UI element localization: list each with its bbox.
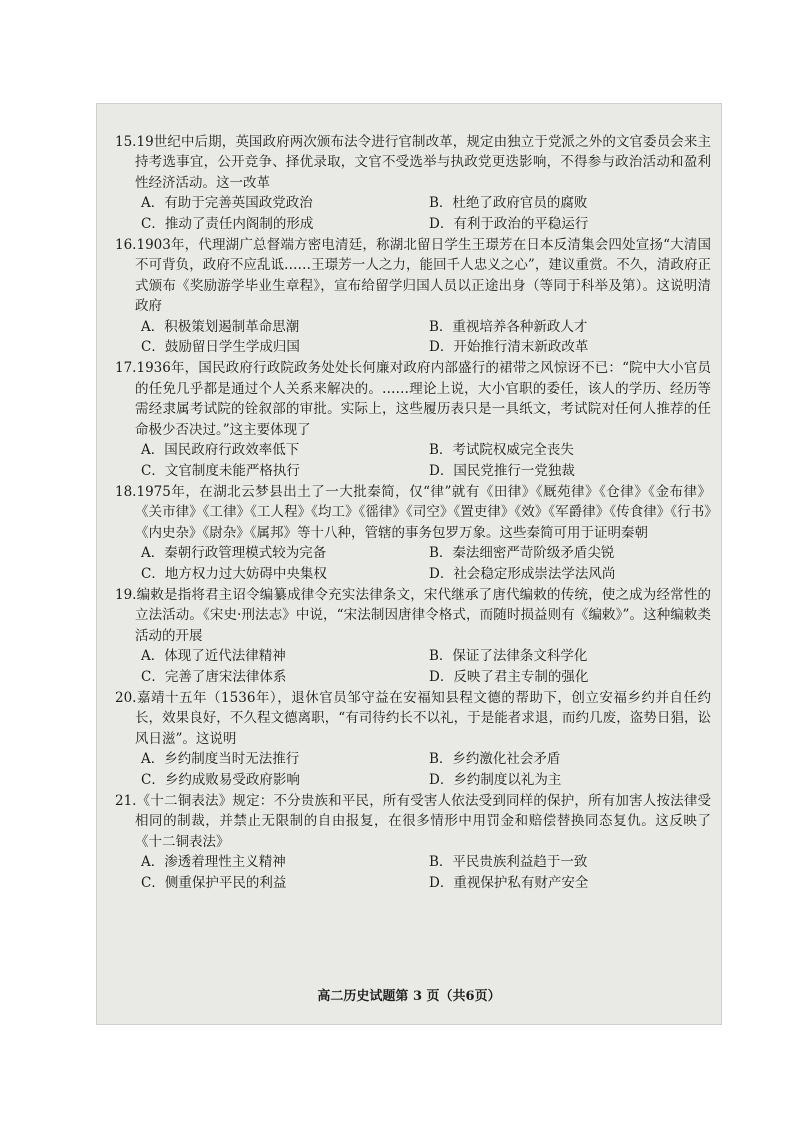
option-c: C．侧重保护平民的利益: [141, 874, 287, 891]
question-text: 编敕是指将君主诏令编纂成律令充实法律条文，宋代继承了唐代编敕的传统，使之成为经常性的立法活动。《宋史·刑法志》中说，“宋法制因唐律令格式，而随时损益则有《编敕》”。这种编敕类活动的开展: [135, 586, 711, 644]
option-c: C．地方权力过大妨碍中央集权: [141, 565, 327, 582]
option-list: [115, 317, 711, 358]
question-number: 17.: [115, 360, 137, 377]
page-footer: 高二历史试题第 3 页（共6页）: [317, 989, 501, 1004]
question-text: 1936年，国民政府行政院政务处处长何廉对政府内部盛行的裙带之风惊讶不已：“院中大小官员的任免几乎都是通过个人关系来解决的。……理论上说，大小官职的委任，该人的学历、经历等需经隶属考试院的铨叙部的审批。实际上，这些履历表只是一具纸文，考试院对任何人推荐的任命极少否决过。”这主要体现了: [135, 360, 711, 438]
question-17: [115, 358, 711, 480]
option-d: D．反映了君主专制的强化: [429, 668, 589, 685]
option-a: A．秦朝行政管理模式较为完备: [141, 545, 327, 562]
question-number: 21.: [115, 793, 137, 809]
question-stem: [115, 235, 711, 317]
option-b: B．重视培养各种新政人才: [429, 318, 588, 335]
option-a: A．国民政府行政效率低下: [141, 442, 300, 459]
option-b: B．杜绝了政府官员的腐败: [429, 195, 588, 212]
exam-page: [96, 103, 722, 1025]
question-19: [115, 585, 711, 687]
option-a: A．乡约制度当时无法推行: [141, 751, 300, 768]
question-stem: [115, 358, 711, 440]
option-c: C．推动了责任内阁制的形成: [141, 215, 314, 232]
question-16: [115, 235, 711, 357]
option-b: B．平民贵族利益趋于一致: [429, 854, 588, 871]
option-d: D．社会稳定形成崇法学法风尚: [429, 565, 616, 582]
question-text: 1903年，代理湖广总督端方密电清廷，称湖北留日学生王璟芳在日本反清集会四处宣扬“大清国不可背负，政府不应乱诋……王璟芳一人之力，能回千人忠义之心”，建议重赏。不久，清政府正式颁布《奖励游学毕业生章程》，宣布给留学归国人员以正途出身（等同于科举及第）。这说明清政府: [135, 237, 711, 315]
question-text: 19世纪中后期，英国政府两次颁布法令进行官制改革，规定由独立于党派之外的文官委员会来主持考选事宜，公开竞争、择优录取，文官不受选举与执政党更迭影响，不得参与政治活动和盈利性经济活动。这一改革: [135, 134, 711, 191]
option-list: [115, 749, 711, 790]
option-list: [115, 193, 711, 234]
question-stem: [115, 132, 711, 193]
option-list: [115, 440, 711, 481]
question-number: 20.: [115, 689, 137, 706]
question-stem: [115, 688, 711, 749]
question-number: 15.: [115, 134, 137, 150]
option-b: B．秦法细密严苛阶级矛盾尖锐: [429, 545, 615, 562]
option-a: A．渗透着理性主义精神: [141, 854, 286, 871]
option-c: C．文官制度未能严格执行: [141, 462, 300, 479]
option-b: B．考试院权威完全丧失: [429, 442, 574, 459]
question-list: [115, 132, 711, 894]
question-18: [115, 482, 711, 584]
option-a: A．积极策划遏制革命思潮: [141, 318, 300, 335]
option-d: D．乡约制度以礼为主: [429, 771, 562, 788]
option-d: D．开始推行清末新政改革: [429, 339, 589, 356]
question-text: 《十二铜表法》规定：不分贵族和平民，所有受害人依法受到同样的保护，所有加害人按法律受相同的制裁，并禁止无限制的自由报复，在很多情形中用罚金和赔偿替换同态复仇。这反映了《十二铜表法》: [135, 793, 711, 850]
question-15: [115, 132, 711, 234]
question-20: [115, 688, 711, 790]
question-number: 19.: [115, 586, 137, 603]
question-text: 嘉靖十五年（1536年），退休官员邹守益在安福知县程文德的帮助下，创立安福乡约并自任约长，效果良好，不久程文德离职，“有司待约长不以礼，于是能者求退，而约几废，盗势日猖，讼风日滋”。这说明: [135, 689, 711, 747]
question-stem: [115, 791, 711, 852]
option-list: [115, 852, 711, 893]
question-number: 18.: [115, 483, 137, 500]
option-list: [115, 543, 711, 584]
option-c: C．乡约成败易受政府影响: [141, 771, 300, 788]
option-d: D．国民党推行一党独裁: [429, 462, 575, 479]
question-number: 16.: [115, 237, 137, 254]
question-21: [115, 791, 711, 893]
option-c: C．完善了唐宋法律体系: [141, 668, 287, 685]
option-b: B．保证了法律条文科学化: [429, 648, 588, 665]
question-stem: [115, 482, 711, 543]
option-c: C．鼓励留日学生学成归国: [141, 339, 300, 356]
question-text: 1975年，在湖北云梦县出土了一大批秦简，仅“律”就有《田律》《厩苑律》《仓律》《金布律》《关市律》《工律》《工人程》《均工》《徭律》《司空》《置吏律》《效》《军爵律》《传食律》《行书》《内史杂》《尉杂》《属邦》等十八种，管辖的事务包罗万象。这些秦简可用于证明秦朝: [135, 483, 711, 541]
option-b: B．乡约激化社会矛盾: [429, 751, 561, 768]
question-stem: [115, 585, 711, 646]
option-d: D．重视保护私有财产安全: [429, 874, 589, 891]
option-a: A．体现了近代法律精神: [141, 648, 286, 665]
option-d: D．有利于政治的平稳运行: [429, 215, 589, 232]
option-a: A．有助于完善英国政党政治: [141, 195, 313, 212]
option-list: [115, 646, 711, 687]
